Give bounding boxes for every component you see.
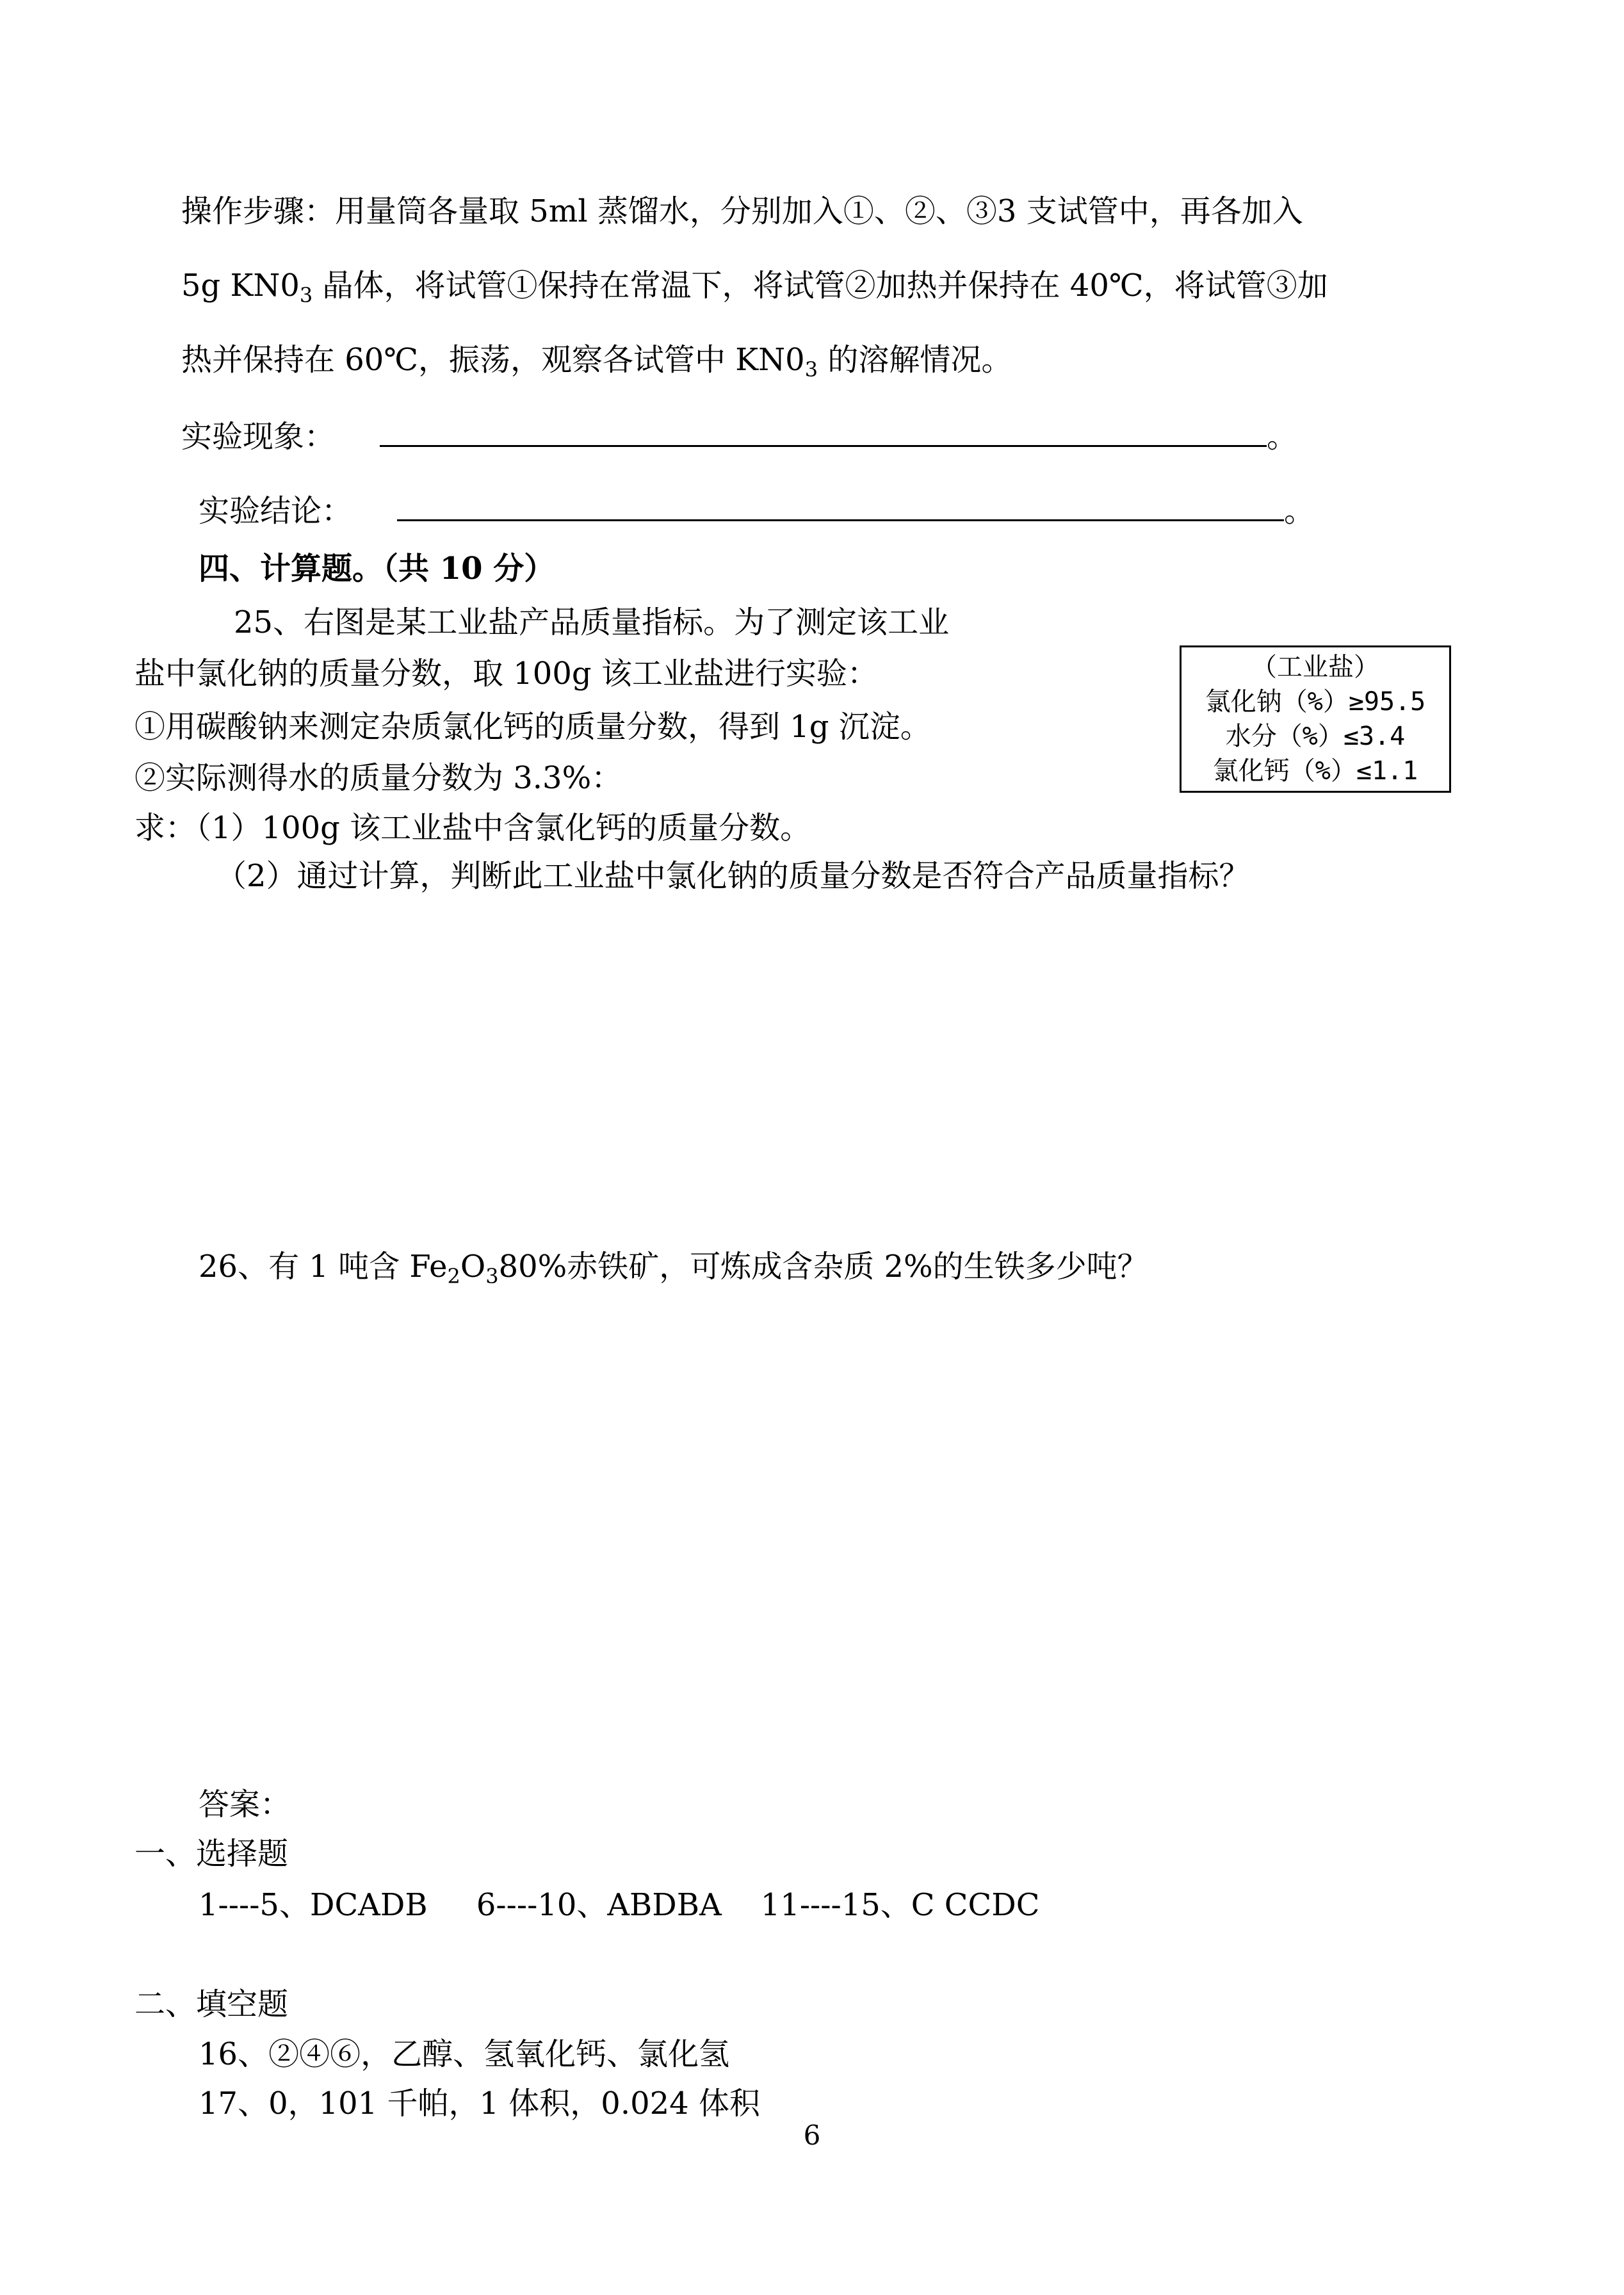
phenomenon-row: [181, 418, 1297, 456]
conclusion-answer-blank[interactable]: [397, 494, 1284, 521]
fe2o3-subscript-3: 3: [485, 1264, 499, 1288]
q26-end: 80%赤铁矿，可炼成含杂质 2%的生铁多少吨？: [498, 1249, 1148, 1285]
fe2o3-subscript-2: 2: [447, 1264, 460, 1288]
q26-start: 26、有 1 吨含 Fe: [199, 1249, 448, 1285]
q25-line-1: 25、右图是某工业盐产品质量指标。为了测定该工业: [234, 604, 950, 640]
answer-q16: 16、②④⑥，乙醇、氢氧化钙、氯化氢: [199, 2036, 730, 2072]
page-number: 6: [803, 2120, 821, 2151]
procedure-line-2: [181, 266, 1328, 305]
procedure-line-2-start: 5g KN0: [181, 268, 300, 304]
spec-row-sodium-chloride: 氯化钠（%）≥95.5: [1205, 687, 1426, 717]
procedure-line-3-start: 热并保持在 60℃，振荡，观察各试管中 KN0: [181, 342, 805, 378]
kno3-subscript: 3: [299, 283, 313, 307]
phenomenon-label: 实验现象：: [181, 419, 336, 455]
answers-choice-line: 1----5、DCADB 6----10、ABDBA 11----15、C CCDC: [199, 1887, 1040, 1923]
conclusion-period: 。: [1284, 493, 1315, 529]
procedure-line-3-end: 的溶解情况。: [818, 342, 1012, 378]
answer-q17: 17、0，101 千帕，1 体积，0.024 体积: [199, 2086, 760, 2121]
procedure-line-1: 操作步骤：用量筒各量取 5ml 蒸馏水，分别加入①、②、③3 支试管中，再各加入: [181, 193, 1303, 229]
phenomenon-period: 。: [1267, 419, 1298, 455]
spec-row-water: 水分（%）≤3.4: [1225, 722, 1406, 751]
q25-line-3: ①用碳酸钠来测定杂质氯化钙的质量分数，得到 1g 沉淀。: [134, 709, 931, 745]
kno3-subscript: 3: [804, 357, 818, 382]
q25-line-4: ②实际测得水的质量分数为 3.3%：: [134, 760, 622, 796]
industrial-salt-spec-box: [1180, 645, 1451, 793]
q26-oxygen: O: [460, 1249, 486, 1285]
answers-part-2-title: 二、填空题: [134, 1986, 289, 2022]
q25-line-5: 求：（1）100g 该工业盐中含氯化钙的质量分数。: [134, 810, 811, 846]
conclusion-row: [199, 492, 1315, 530]
spec-box-title: （工业盐）: [1251, 653, 1379, 682]
answers-heading: 答案：: [199, 1787, 291, 1822]
procedure-line-2-end: 晶体，将试管①保持在常温下，将试管②加热并保持在 40℃，将试管③加: [313, 268, 1328, 304]
conclusion-label: 实验结论：: [199, 493, 353, 529]
q25-line-2: 盐中氯化钠的质量分数，取 100g 该工业盐进行实验：: [134, 656, 878, 692]
phenomenon-answer-blank[interactable]: [380, 419, 1267, 447]
answers-part-1-title: 一、选择题: [134, 1836, 289, 1872]
procedure-line-3: [181, 341, 1012, 382]
section-4-heading: 四、计算题。（共 10 分）: [199, 551, 555, 587]
q25-line-6: （2）通过计算，判断此工业盐中氯化钠的质量分数是否符合产品质量指标？: [216, 858, 1250, 894]
q26-line: [199, 1247, 1148, 1286]
spec-row-calcium-chloride: 氯化钙（%）≤1.1: [1212, 756, 1418, 786]
